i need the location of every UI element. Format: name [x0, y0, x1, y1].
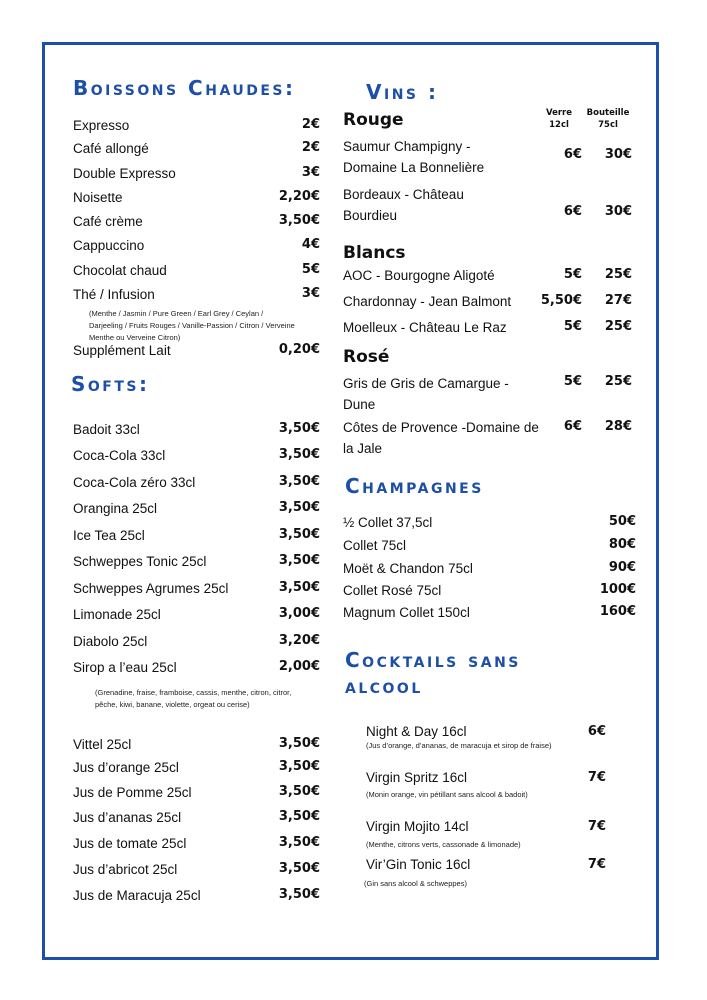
cocktail-name: Vir’Gin Tonic 16cl	[366, 857, 471, 872]
bottle-column-header: Bouteille 75cl	[586, 108, 630, 130]
wine-bottle-price: 30€	[604, 204, 632, 219]
soft-drink-name: Jus de Pomme 25cl	[73, 785, 192, 800]
soft-drink-price: 3,50€	[278, 759, 320, 774]
wine-name: AOC - Bourgogne Aligoté	[343, 268, 495, 283]
soft-drink-price: 3,50€	[278, 887, 320, 902]
soft-drink-name: Schweppes Agrumes 25cl	[73, 581, 229, 596]
cocktail-description: (Jus d’orange, d’ananas, de maracuja et sirop de fraise)	[366, 741, 552, 750]
champagne-price: 80€	[608, 537, 636, 552]
red-wine-title: Rouge	[343, 110, 404, 130]
hot-drink-name: Double Expresso	[73, 166, 176, 181]
soft-drink-name: Sirop a l’eau 25cl	[73, 660, 177, 675]
soft-drink-name: Jus d’abricot 25cl	[73, 862, 178, 877]
soft-drink-name: Limonade 25cl	[73, 607, 161, 622]
hot-drink-name: Cappuccino	[73, 238, 145, 253]
soft-drink-price: 3,20€	[278, 633, 320, 648]
champagne-name: Magnum Collet 150cl	[343, 605, 470, 620]
soft-drink-name: Coca-Cola 33cl	[73, 448, 166, 463]
champagne-price: 160€	[599, 604, 636, 619]
soft-drink-price: 3,50€	[278, 835, 320, 850]
wines-title: Vins :	[366, 80, 439, 104]
glass-column-header: Verre 12cl	[545, 108, 573, 130]
hot-drink-name: Café allongé	[73, 141, 149, 156]
hot-drink-name: Thé / Infusion	[73, 287, 155, 302]
wine-bottle-price: 25€	[604, 319, 632, 334]
champagnes-title: Champagnes	[345, 474, 484, 498]
soft-drink-name: Jus d’orange 25cl	[73, 760, 179, 775]
hot-drink-price: 5€	[301, 262, 320, 277]
hot-drinks-title: Boissons Chaudes:	[73, 76, 296, 100]
soft-drink-price: 3,50€	[278, 474, 320, 489]
cocktails-title-line1: Cocktails sans	[345, 648, 521, 672]
softs-title: Softs:	[71, 372, 150, 396]
hot-drink-price: 3€	[301, 165, 320, 180]
white-wine-title: Blancs	[343, 243, 406, 263]
soft-drink-name: Coca-Cola zéro 33cl	[73, 475, 196, 490]
soft-drink-name: Vittel 25cl	[73, 737, 132, 752]
soft-drink-price: 3,50€	[278, 809, 320, 824]
soft-drink-name: Jus de Maracuja 25cl	[73, 888, 201, 903]
wine-name: Gris de Gris de Camargue - Dune	[343, 376, 509, 412]
hot-drink-name: Supplément Lait	[73, 343, 171, 358]
hot-drink-name: Expresso	[73, 118, 130, 133]
cocktail-description: (Menthe, citrons verts, cassonade & limonade)	[366, 840, 521, 849]
hot-drink-price: 3,50€	[278, 213, 320, 228]
soft-drink-price: 3,50€	[278, 580, 320, 595]
champagne-name: Collet 75cl	[343, 538, 407, 553]
hot-drink-price: 2€	[301, 140, 320, 155]
cocktail-name: Virgin Mojito 14cl	[366, 819, 469, 834]
cocktail-description: (Monin orange, vin pétillant sans alcool & badoit)	[366, 790, 528, 799]
wine-glass-price: 5€	[563, 267, 582, 282]
wine-name: Bordeaux - Château Bourdieu	[343, 187, 464, 223]
wine-glass-price: 5€	[563, 374, 582, 389]
soft-drink-price: 3,50€	[278, 784, 320, 799]
champagne-name: ½ Collet 37,5cl	[343, 515, 433, 530]
soft-drink-price: 3,50€	[278, 500, 320, 515]
soft-drink-name: Orangina 25cl	[73, 501, 158, 516]
champagne-price: 50€	[608, 514, 636, 529]
hot-drink-name: Chocolat chaud	[73, 263, 167, 278]
wine-name: Moelleux - Château Le Raz	[343, 320, 507, 335]
champagne-name: Collet Rosé 75cl	[343, 583, 442, 598]
cocktail-price: 6€	[587, 724, 606, 739]
hot-drink-name: Café crème	[73, 214, 143, 229]
wine-glass-price: 6€	[563, 204, 582, 219]
wine-name: Saumur Champigny - Domaine La Bonnelière	[343, 139, 485, 175]
cocktail-price: 7€	[587, 857, 606, 872]
soft-drink-name: Jus de tomate 25cl	[73, 836, 187, 851]
cocktail-price: 7€	[587, 770, 606, 785]
hot-drink-name: Noisette	[73, 190, 123, 205]
cocktail-description: (Gin sans alcool & schweppes)	[364, 879, 467, 888]
wine-bottle-price: 28€	[604, 419, 632, 434]
soft-drink-price: 2,00€	[278, 659, 320, 674]
hot-drink-price: 2,20€	[278, 189, 320, 204]
soft-drink-name: Badoit 33cl	[73, 422, 140, 437]
wine-name: Côtes de Provence -Domaine de la Jale	[343, 420, 539, 456]
soft-drink-price: 3,50€	[278, 553, 320, 568]
champagne-price: 100€	[599, 582, 636, 597]
wine-bottle-price: 27€	[604, 293, 632, 308]
soft-drink-price: 3,50€	[278, 447, 320, 462]
cocktail-name: Virgin Spritz 16cl	[366, 770, 468, 785]
cocktail-name: Night & Day 16cl	[366, 724, 467, 739]
wine-glass-price: 5€	[563, 319, 582, 334]
wine-bottle-price: 25€	[604, 267, 632, 282]
champagne-name: Moët & Chandon 75cl	[343, 561, 473, 576]
sirop-flavors-note: (Grenadine, fraise, framboise, cassis, menthe, citron, citror, pêche, kiwi, banane, violette, orgeat ou cerise)	[95, 688, 292, 709]
hot-drink-price: 0,20€	[278, 342, 320, 357]
tea-flavors-note: (Menthe / Jasmin / Pure Green / Earl Grey / Ceylan / Darjeeling / Fruits Rouges / Vanille-Passion / Citron / Verveine Menthe ou Verveine Citron)	[89, 309, 295, 342]
soft-drink-price: 3,50€	[278, 527, 320, 542]
soft-drink-price: 3,50€	[278, 861, 320, 876]
wine-name: Chardonnay - Jean Balmont	[343, 294, 512, 309]
soft-drink-price: 3,00€	[278, 606, 320, 621]
hot-drink-price: 2€	[301, 117, 320, 132]
soft-drink-name: Ice Tea 25cl	[73, 528, 145, 543]
hot-drink-price: 3€	[301, 286, 320, 301]
rose-wine-title: Rosé	[343, 347, 390, 367]
soft-drink-name: Diabolo 25cl	[73, 634, 148, 649]
wine-glass-price: 5,50€	[540, 293, 582, 308]
soft-drink-price: 3,50€	[278, 736, 320, 751]
wine-glass-price: 6€	[563, 419, 582, 434]
cocktail-price: 7€	[587, 819, 606, 834]
champagne-price: 90€	[608, 560, 636, 575]
soft-drink-name: Schweppes Tonic 25cl	[73, 554, 207, 569]
wine-bottle-price: 30€	[604, 147, 632, 162]
soft-drink-name: Jus d’ananas 25cl	[73, 810, 182, 825]
wine-bottle-price: 25€	[604, 374, 632, 389]
cocktails-title-line2: alcool	[345, 674, 423, 698]
soft-drink-price: 3,50€	[278, 421, 320, 436]
hot-drink-price: 4€	[301, 237, 320, 252]
wine-glass-price: 6€	[563, 147, 582, 162]
